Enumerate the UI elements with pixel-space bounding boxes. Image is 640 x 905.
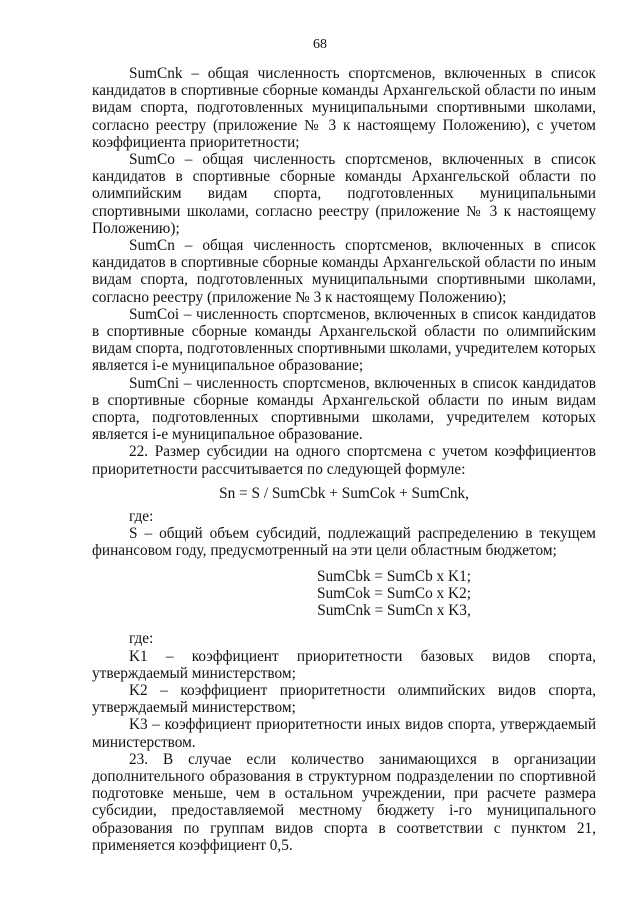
document-body	[92, 65, 596, 854]
paragraph-k3-definition: K3 – коэффициент приоритетности иных видов спорта, утверждаемый министерством.	[92, 716, 596, 751]
paragraph-sumcni-definition: SumCni – численность спортсменов, включенных в список кандидатов в спортивные сборные команды Архангельской области по иным видам спорта, подготовленных спортивными школами, учредителем которых является i-е муниципальное образование.	[92, 374, 596, 444]
paragraph-sumcoi-definition: SumCoi – численность спортсменов, включенных в список кандидатов в спортивные сборные команды Архангельской области по олимпийским видам спорта, подготовленных спортивными школами, учредителем которых является i-е муниципальное образование;	[92, 305, 596, 375]
formula-sumcnk: SumCnk = SumCn x K3,	[317, 602, 471, 620]
formula-sn: Sn = S / SumCbk + SumCok + SumCnk,	[219, 484, 469, 502]
paragraph-clause-22: 22. Размер субсидии на одного спортсмена с учетом коэффициентов приоритетности рассчитывается по следующей формуле:	[92, 443, 596, 478]
paragraph-k1-definition: K1 – коэффициент приоритетности базовых видов спорта, утверждаемый министерством;	[92, 647, 596, 682]
paragraph-k2-definition: K2 – коэффициент приоритетности олимпийских видов спорта, утверждаемый министерством;	[92, 681, 596, 717]
where-label-1: где:	[129, 508, 154, 526]
paragraph-sumcn-definition: SumCn – общая численность спортсменов, включенных в список кандидатов в спортивные сборные команды Архангельской области по иным видам спорта, подготовленных муниципальными спортивными школами, согласно реестру (приложение № 3 к настоящему Положению);	[92, 237, 596, 306]
paragraph-sumco-definition: SumCo – общая численность спортсменов, включенных в список кандидатов в спортивные сборные команды Архангельской области по олимпийским видам спорта, подготовленных муниципальными спортивными школами, согласно реестру (приложение № 3 к настоящему Положению);	[92, 151, 596, 237]
formula-block	[92, 568, 596, 620]
where-label-2: где:	[129, 630, 154, 648]
paragraph-clause-23: 23. В случае если количество занимающихся в организации дополнительного образования в структурном подразделении по спортивной подготовке меньше, чем в остальном учреждении, при расчете размера субсидии, предоставляемой местному бюджету i-го муниципального образования по группам видов спорта в соответствии с пунктом 21, применяется коэффициент 0,5.	[92, 750, 596, 854]
page-number: 68	[313, 37, 327, 52]
formula-sumcbk: SumCbk = SumCb x K1;	[317, 567, 471, 585]
formula-sumcok: SumCok = SumCo x K2;	[317, 584, 471, 602]
paragraph-s-definition: S – общий объем субсидий, подлежащий распределению в текущем финансовом году, предусмотренный на эти цели областным бюджетом;	[92, 525, 596, 560]
paragraph-sumcnk-definition: SumCnk – общая численность спортсменов, включенных в список кандидатов в спортивные сборные команды Архангельской области по иным видам спорта, подготовленных муниципальными спортивными школами, согласно реестру (приложение № 3 к настоящему Положению), с учетом коэффициента приоритетности;	[92, 65, 596, 151]
